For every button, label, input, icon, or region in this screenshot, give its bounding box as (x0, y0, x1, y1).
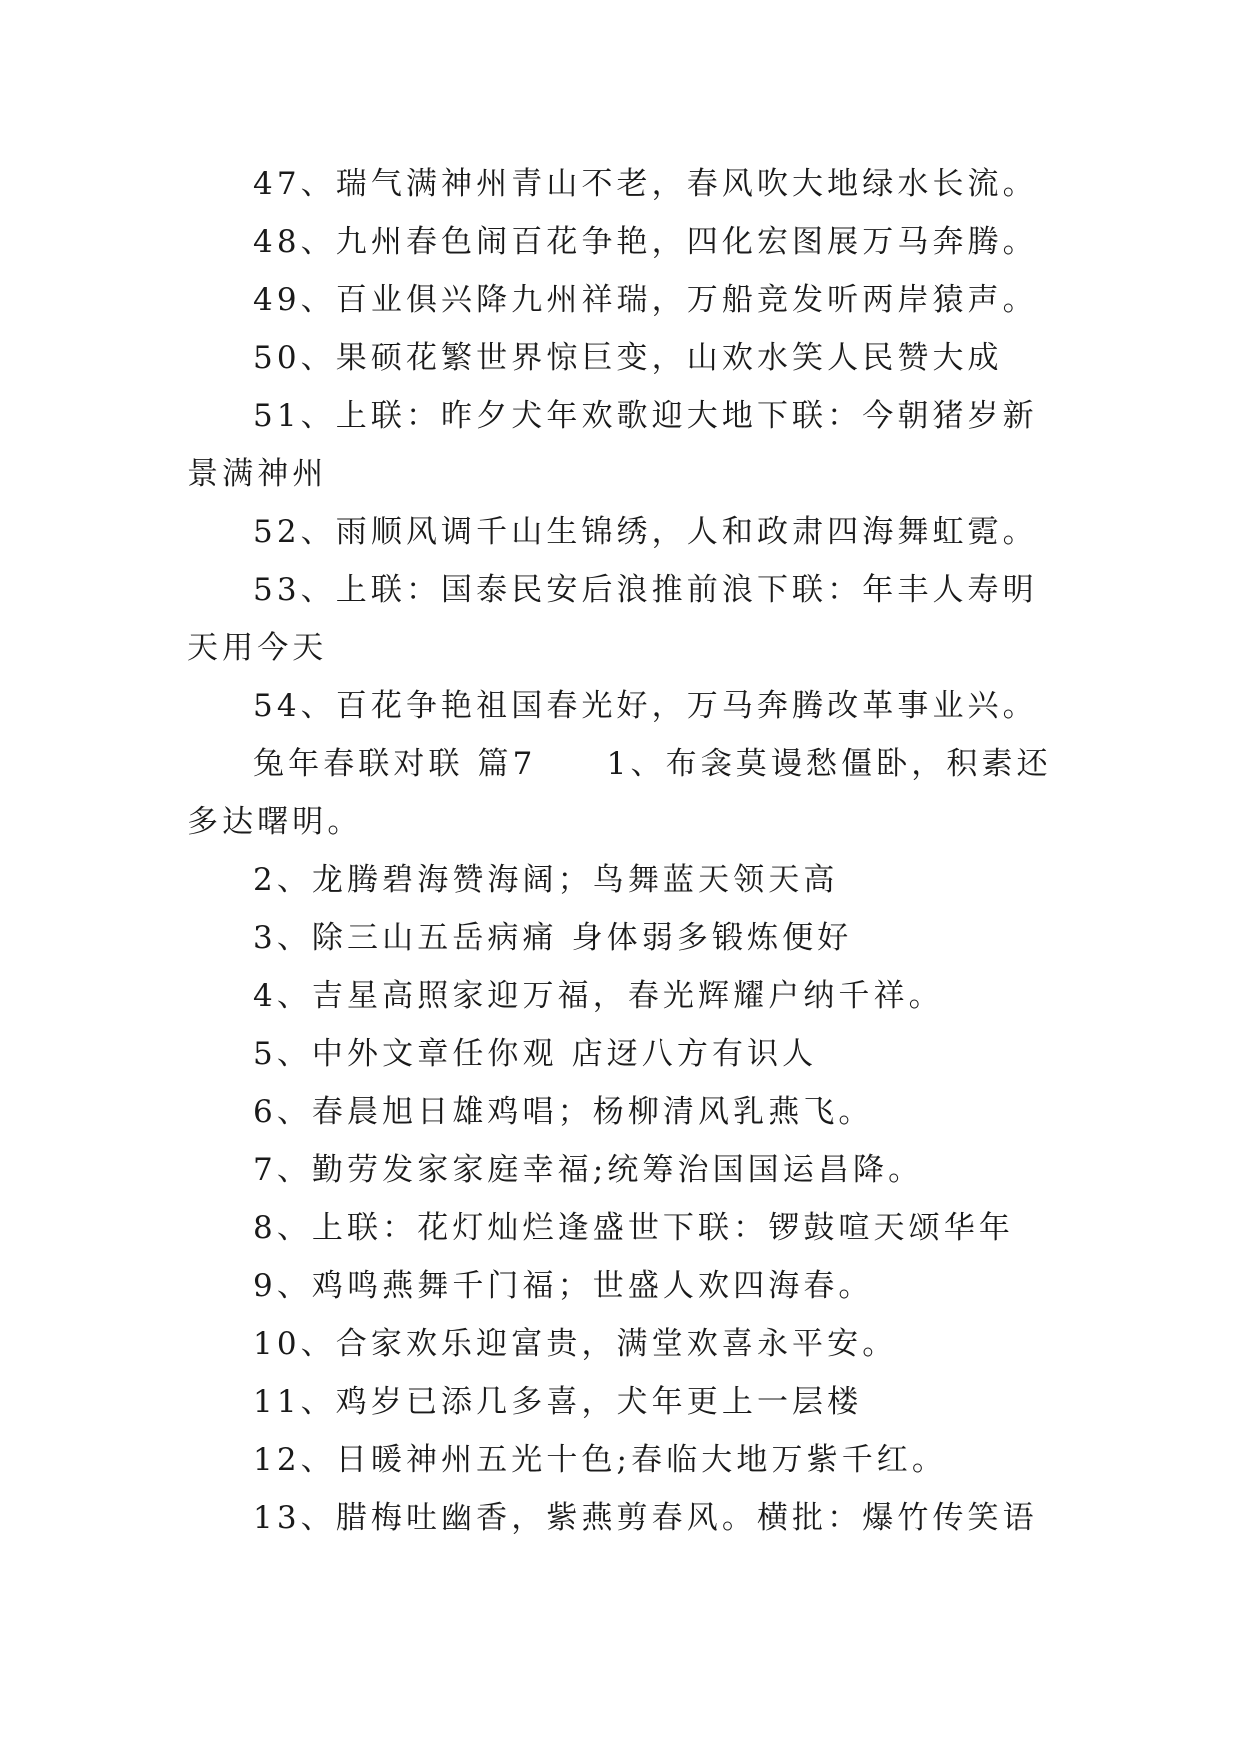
paragraph-3: 3、除三山五岳病痛 身体弱多锻炼便好 (253, 920, 853, 956)
paragraph-50: 50、果硕花繁世界惊巨变，山欢水笑人民赞大成 (253, 340, 1003, 376)
paragraph-6: 6、春晨旭日雄鸡唱；杨柳清风乳燕飞。 (253, 1094, 874, 1130)
section-heading-paragraph: 兔年春联对联 篇7 1、布衾莫谩愁僵卧，积素还多达曙明。 (187, 746, 1052, 840)
paragraph-7: 7、勤劳发家家庭幸福;统筹治国国运昌降。 (253, 1152, 924, 1188)
paragraph-10: 10、合家欢乐迎富贵，满堂欢喜永平安。 (253, 1326, 898, 1362)
paragraph-51: 51、上联：昨夕犬年欢歌迎大地下联：今朝猪岁新景满神州 (187, 398, 1038, 492)
document-page (187, 155, 1057, 1547)
paragraph-8: 8、上联：花灯灿烂逢盛世下联：锣鼓喧天颂华年 (253, 1210, 1014, 1246)
paragraph-12: 12、日暖神州五光十色;春临大地万紫千红。 (253, 1442, 947, 1478)
paragraph-9: 9、鸡鸣燕舞千门福；世盛人欢四海春。 (253, 1268, 874, 1304)
paragraph-53: 53、上联：国泰民安后浪推前浪下联：年丰人寿明天用今天 (187, 572, 1038, 666)
paragraph-54: 54、百花争艳祖国春光好，万马奔腾改革事业兴。 (253, 688, 1038, 724)
paragraph-52: 52、雨顺风调千山生锦绣，人和政肃四海舞虹霓。 (253, 514, 1038, 550)
paragraph-13: 13、腊梅吐幽香，紫燕剪春风。横批：爆竹传笑语 (253, 1500, 1038, 1536)
paragraph-47: 47、瑞气满神州青山不老，春风吹大地绿水长流。 (253, 166, 1038, 202)
paragraph-4: 4、吉星高照家迎万福，春光辉耀户纳千祥。 (253, 978, 944, 1014)
paragraph-5: 5、中外文章任你观 店迓八方有识人 (253, 1036, 818, 1072)
paragraph-2: 2、龙腾碧海赞海阔；鸟舞蓝天领天高 (253, 862, 839, 898)
paragraph-49: 49、百业俱兴降九州祥瑞，万船竞发听两岸猿声。 (253, 282, 1038, 318)
paragraph-11: 11、鸡岁已添几多喜，犬年更上一层楼 (253, 1384, 863, 1420)
paragraph-48: 48、九州春色闹百花争艳，四化宏图展万马奔腾。 (253, 224, 1038, 260)
